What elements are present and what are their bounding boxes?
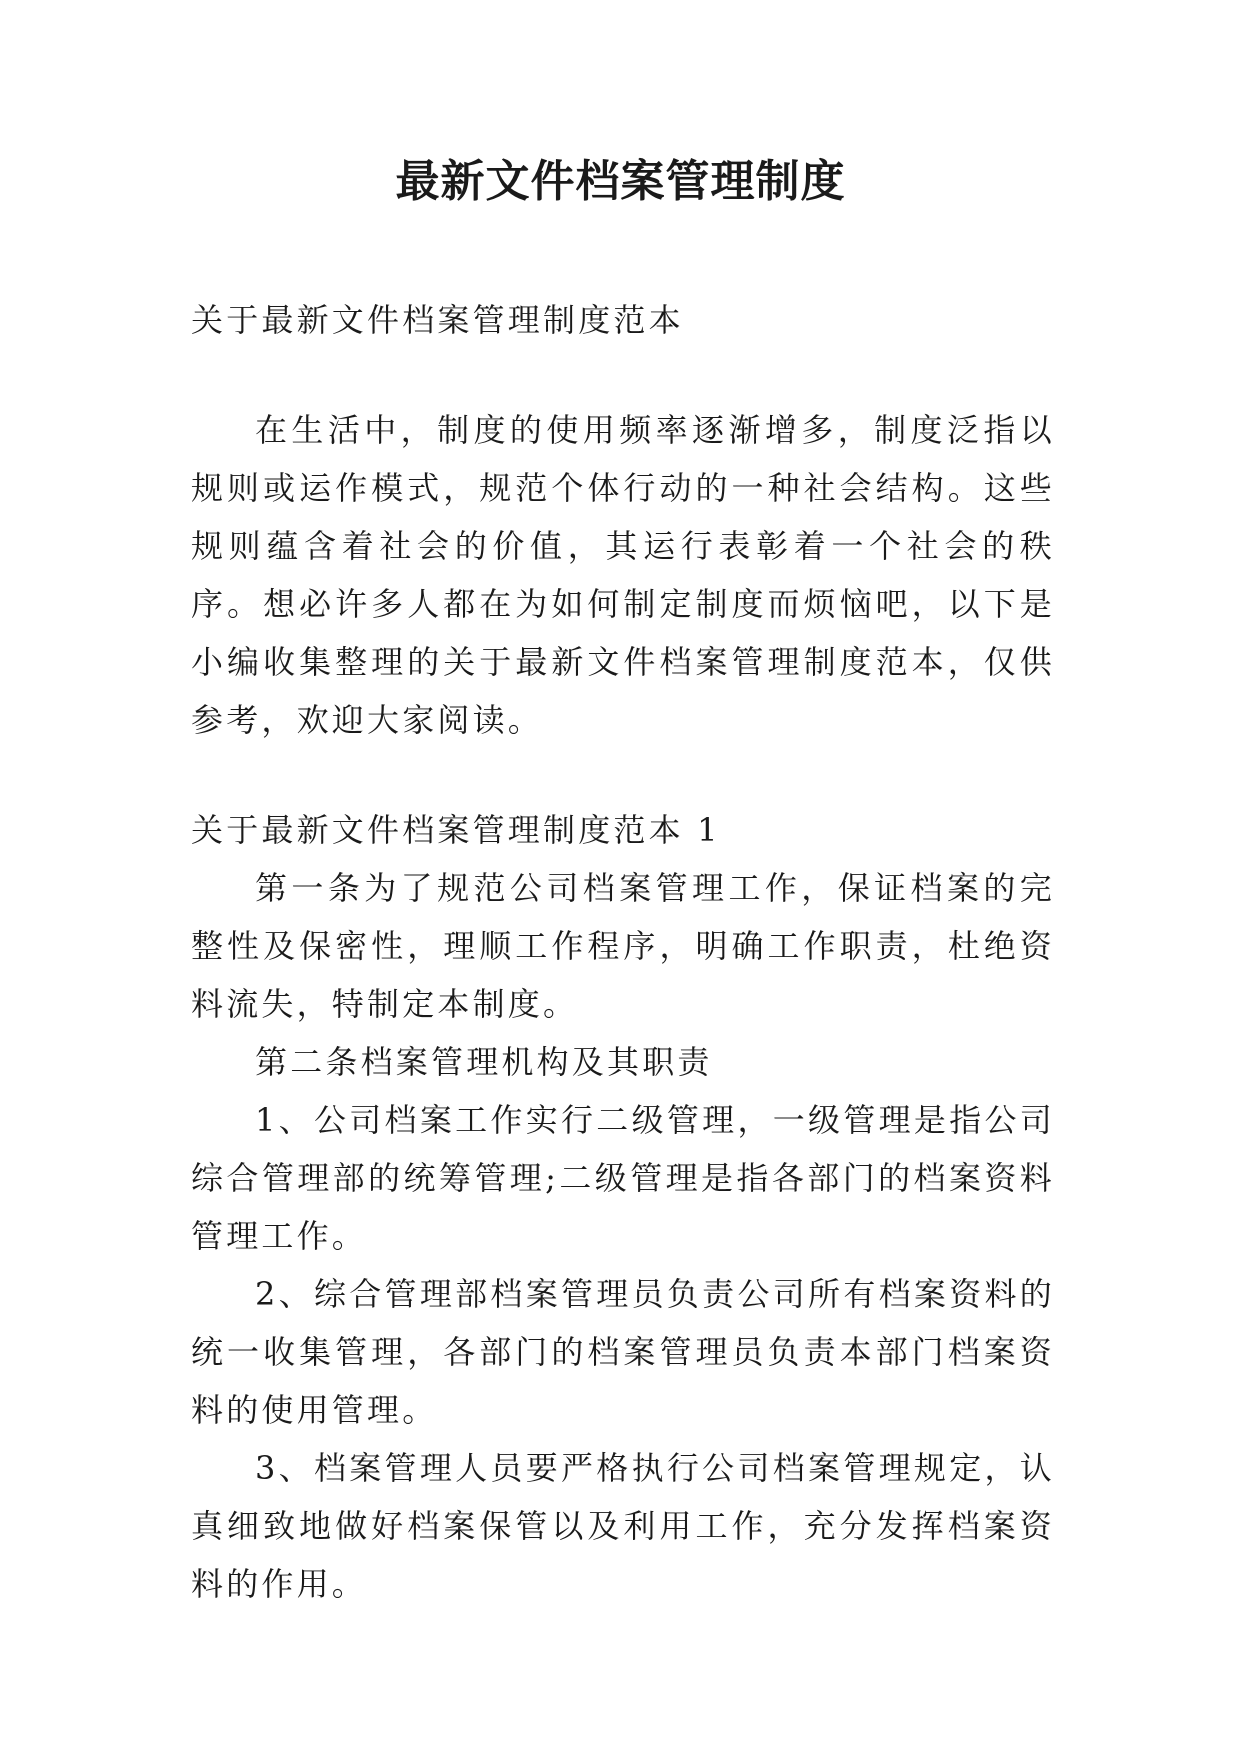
document-subtitle: 关于最新文件档案管理制度范本	[191, 301, 684, 339]
article-paragraph: 3、档案管理人员要严格执行公司档案管理规定，认真细致地做好档案保管以及利用工作，充分发挥档案资料的作用。	[191, 1449, 1055, 1603]
article-paragraph: 1、公司档案工作实行二级管理，一级管理是指公司综合管理部的统筹管理;二级管理是指各部门的档案资料管理工作。	[191, 1101, 1055, 1255]
article-paragraph: 第一条为了规范公司档案管理工作，保证档案的完整性及保密性，理顺工作程序，明确工作职责，杜绝资料流失，特制定本制度。	[191, 869, 1055, 1023]
section-heading: 关于最新文件档案管理制度范本 1	[191, 811, 721, 849]
article-paragraph: 2、综合管理部档案管理员负责公司所有档案资料的统一收集管理，各部门的档案管理员负责本部门档案资料的使用管理。	[191, 1275, 1055, 1429]
intro-paragraph: 在生活中，制度的使用频率逐渐增多，制度泛指以规则或运作模式，规范个体行动的一种社会结构。这些规则蕴含着社会的价值，其运行表彰着一个社会的秩序。想必许多人都在为如何制定制度而烦恼吧，以下是小编收集整理的关于最新文件档案管理制度范本，仅供参考，欢迎大家阅读。	[191, 411, 1055, 739]
article-paragraph: 第二条档案管理机构及其职责	[255, 1043, 713, 1081]
document-title: 最新文件档案管理制度	[395, 156, 846, 207]
document-body	[191, 291, 1055, 1613]
